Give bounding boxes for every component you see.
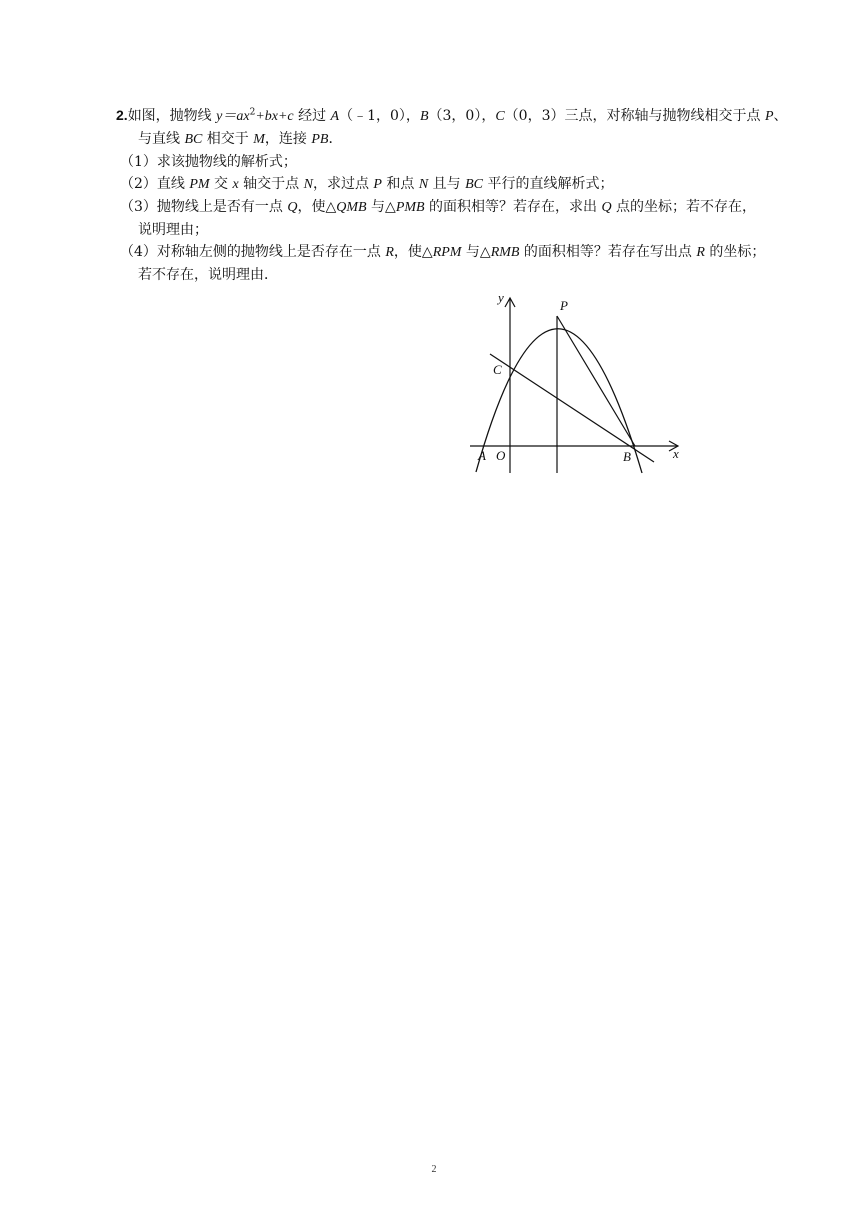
text-segment: （2）直线 — [120, 176, 190, 192]
line-label: BC — [184, 132, 203, 147]
triangle-label: QMB — [336, 200, 367, 215]
text-segment: 且与 — [428, 176, 466, 192]
coordinates: （0，3）三点，对称轴与抛物线相交于点 — [504, 108, 765, 124]
text-segment: （4）对称轴左侧的抛物线上是否存在一点 — [120, 244, 386, 260]
text-segment: 如图，抛物线 — [127, 108, 217, 124]
point-label: N — [303, 177, 313, 192]
text-segment: ． — [328, 131, 343, 147]
text-segment: （3）抛物线上是否有一点 — [120, 199, 288, 215]
question-1: （1）求该抛物线的解析式； — [120, 154, 297, 170]
text-segment: 的面积相等？若存在，求出 — [424, 199, 602, 215]
problem-number: 2. — [116, 107, 128, 123]
text-segment: 与△ — [461, 244, 491, 260]
text-segment: ，求过点 — [312, 176, 374, 192]
x-axis-label: x — [673, 446, 679, 461]
point-p-label: P — [560, 298, 568, 313]
text-segment: 平行的直线解析式； — [483, 176, 614, 192]
equation-var: y — [216, 109, 223, 124]
parabola-figure — [470, 290, 685, 475]
point-b-label: B — [623, 449, 631, 464]
point-label: R — [385, 245, 394, 260]
question-3-continued: 说明理由； — [138, 222, 208, 238]
point-label: R — [696, 245, 705, 260]
axis-label: x — [232, 177, 239, 192]
text-segment: 和点 — [381, 176, 419, 192]
origin-label: O — [496, 448, 506, 463]
point-label: Q — [287, 200, 298, 215]
point-label: P — [764, 109, 774, 124]
text-segment: ，连接 — [264, 131, 312, 147]
point-label: C — [495, 109, 505, 124]
text-segment: 、 — [773, 108, 788, 124]
problem-intro-line-2 — [116, 128, 828, 151]
text-segment: 经过 — [293, 108, 331, 124]
problem-intro-line-1 — [116, 104, 828, 128]
text-segment: 轴交于点 — [238, 176, 304, 192]
point-a-label: A — [478, 448, 486, 463]
text-segment: 相交于 — [202, 131, 254, 147]
point-label: P — [373, 177, 382, 192]
question-2 — [116, 173, 828, 196]
point-label: M — [253, 132, 265, 147]
y-axis-label: y — [498, 290, 504, 305]
equation-term: +bx+c — [255, 109, 294, 124]
question-4 — [116, 241, 828, 264]
question-3 — [116, 196, 828, 219]
segment-pb — [557, 316, 635, 446]
line-label: BC — [465, 177, 484, 192]
text-segment: 的面积相等？若存在写出点 — [519, 244, 697, 260]
point-label: N — [418, 177, 429, 192]
triangle-label: RMB — [490, 245, 520, 260]
point-c-label: C — [493, 362, 502, 377]
page-number: 2 — [431, 1164, 437, 1175]
text-segment: 与直线 — [138, 131, 185, 147]
text-segment: 与△ — [366, 199, 396, 215]
equation-term: ＝ax — [222, 109, 250, 124]
point-label: Q — [601, 200, 612, 215]
triangle-label: PMB — [395, 200, 425, 215]
equation-exponent: 2 — [249, 107, 256, 118]
text-segment: ，使△ — [297, 199, 337, 215]
text-segment: 的坐标； — [704, 244, 766, 260]
text-segment: 交 — [209, 176, 233, 192]
parabola-diagram — [470, 290, 685, 475]
problem-text — [116, 104, 828, 286]
point-label: A — [330, 109, 340, 124]
triangle-label: RPM — [432, 245, 462, 260]
text-segment: 点的坐标；若不存在， — [611, 199, 757, 215]
line-label: PM — [189, 177, 210, 192]
text-segment: ，使△ — [393, 244, 433, 260]
coordinates: （﹣1，0）， — [339, 108, 420, 124]
point-label: B — [419, 109, 429, 124]
coordinates: （3，0）， — [428, 108, 496, 124]
question-4-continued: 若不存在，说明理由． — [138, 267, 278, 283]
line-label: PB — [311, 132, 329, 147]
